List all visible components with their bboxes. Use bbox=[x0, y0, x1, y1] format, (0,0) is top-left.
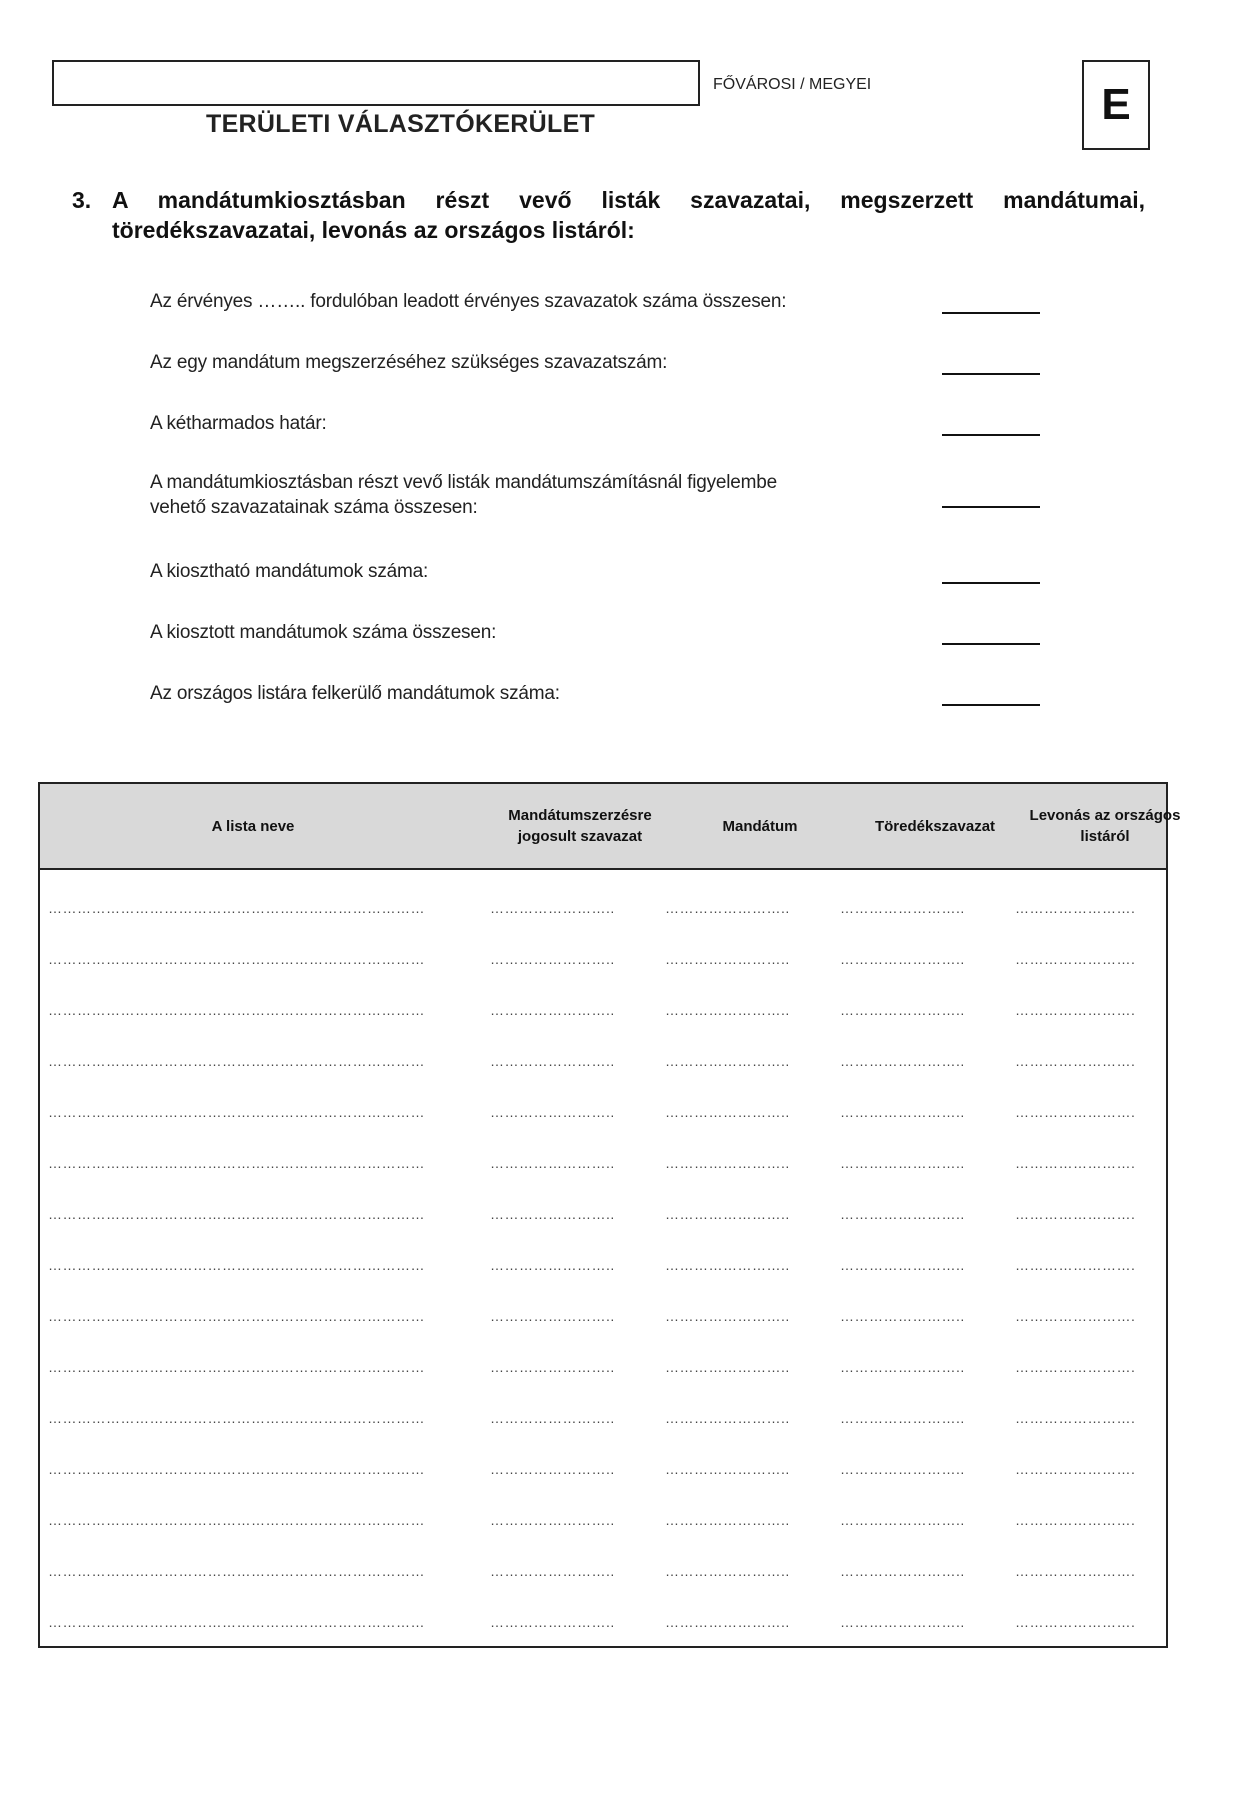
cell-national-deduction[interactable]: ……………………. bbox=[1015, 1155, 1136, 1171]
cell-mandate[interactable]: …………………….. bbox=[665, 1257, 790, 1273]
cell-mandate[interactable]: …………………….. bbox=[665, 1308, 790, 1324]
cell-list-name[interactable]: …………………………………………………………………… bbox=[48, 1053, 425, 1069]
cell-national-deduction[interactable]: ……………………. bbox=[1015, 1053, 1136, 1069]
cell-mandate[interactable]: …………………….. bbox=[665, 1563, 790, 1579]
field-blank-line[interactable] bbox=[942, 704, 1040, 706]
cell-fractional-votes[interactable]: …………………….. bbox=[840, 900, 965, 916]
cell-mandate[interactable]: …………………….. bbox=[665, 1002, 790, 1018]
cell-fractional-votes[interactable]: …………………….. bbox=[840, 1308, 965, 1324]
cell-eligible-votes[interactable]: …………………….. bbox=[490, 1512, 615, 1528]
cell-list-name[interactable]: …………………………………………………………………… bbox=[48, 1308, 425, 1324]
table-row bbox=[40, 1533, 1166, 1584]
cell-eligible-votes[interactable]: …………………….. bbox=[490, 1206, 615, 1222]
table-row bbox=[40, 1380, 1166, 1431]
field-label: A kiosztható mandátumok száma: bbox=[150, 561, 429, 582]
table-row bbox=[40, 870, 1166, 921]
section-title-line1: A mandátumkiosztásban részt vevő listák szavazatai, megszerzett mandátumai, bbox=[112, 187, 1145, 213]
cell-eligible-votes[interactable]: …………………….. bbox=[490, 1410, 615, 1426]
field-blank-line[interactable] bbox=[942, 582, 1040, 584]
field-label: Az egy mandátum megszerzéséhez szükséges szavazatszám: bbox=[150, 352, 668, 373]
cell-mandate[interactable]: …………………….. bbox=[665, 951, 790, 967]
cell-national-deduction[interactable]: ……………………. bbox=[1015, 1206, 1136, 1222]
district-title: TERÜLETI VÁLASZTÓKERÜLET bbox=[206, 110, 596, 138]
cell-fractional-votes[interactable]: …………………….. bbox=[840, 951, 965, 967]
cell-list-name[interactable]: …………………………………………………………………… bbox=[48, 1206, 425, 1222]
field-row bbox=[150, 559, 1050, 584]
cell-list-name[interactable]: …………………………………………………………………… bbox=[48, 900, 425, 916]
header-list-name: A lista neve bbox=[211, 817, 295, 835]
table-body bbox=[40, 870, 1166, 1635]
cell-eligible-votes[interactable]: …………………….. bbox=[490, 900, 615, 916]
section-heading bbox=[72, 185, 1145, 245]
cell-list-name[interactable]: …………………………………………………………………… bbox=[48, 1614, 425, 1630]
cell-mandate[interactable]: …………………….. bbox=[665, 1359, 790, 1375]
cell-mandate[interactable]: …………………….. bbox=[665, 1512, 790, 1528]
cell-eligible-votes[interactable]: …………………….. bbox=[490, 1614, 615, 1630]
cell-list-name[interactable]: …………………………………………………………………… bbox=[48, 1257, 425, 1273]
cell-list-name[interactable]: …………………………………………………………………… bbox=[48, 1563, 425, 1579]
region-label: FŐVÁROSI / MEGYEI bbox=[713, 76, 872, 93]
header-national-deduction: Levonás az országos listáról bbox=[1029, 807, 1181, 845]
table-row bbox=[40, 1125, 1166, 1176]
header-mandate: Mandátum bbox=[722, 817, 798, 835]
results-table bbox=[38, 782, 1181, 1648]
table-row bbox=[40, 1431, 1166, 1482]
cell-national-deduction[interactable]: ……………………. bbox=[1015, 1563, 1136, 1579]
section-title-line2: töredékszavazatai, levonás az országos listáról: bbox=[112, 217, 635, 243]
cell-fractional-votes[interactable]: …………………….. bbox=[840, 1257, 965, 1273]
cell-fractional-votes[interactable]: …………………….. bbox=[840, 1563, 965, 1579]
table-row bbox=[40, 1482, 1166, 1533]
cell-list-name[interactable]: …………………………………………………………………… bbox=[48, 951, 425, 967]
cell-mandate[interactable]: …………………….. bbox=[665, 1614, 790, 1630]
cell-mandate[interactable]: …………………….. bbox=[665, 1410, 790, 1426]
cell-eligible-votes[interactable]: …………………….. bbox=[490, 1053, 615, 1069]
cell-list-name[interactable]: …………………………………………………………………… bbox=[48, 1359, 425, 1375]
cell-list-name[interactable]: …………………………………………………………………… bbox=[48, 1410, 425, 1426]
section-number: 3. bbox=[72, 187, 92, 213]
cell-national-deduction[interactable]: ……………………. bbox=[1015, 1308, 1136, 1324]
header-eligible-votes: Mandátumszerzésre jogosult szavazat bbox=[508, 807, 652, 845]
field-label: Az érvényes …….. fordulóban leadott érvényes szavazatok száma összesen: bbox=[150, 291, 787, 312]
table-row bbox=[40, 1329, 1166, 1380]
cell-national-deduction[interactable]: ……………………. bbox=[1015, 1512, 1136, 1528]
cell-national-deduction[interactable]: ……………………. bbox=[1015, 951, 1136, 967]
field-blank-line[interactable] bbox=[942, 373, 1040, 375]
cell-eligible-votes[interactable]: …………………….. bbox=[490, 1104, 615, 1120]
field-label: Az országos listára felkerülő mandátumok száma: bbox=[150, 683, 560, 704]
cell-eligible-votes[interactable]: …………………….. bbox=[490, 1461, 615, 1477]
cell-fractional-votes[interactable]: …………………….. bbox=[840, 1104, 965, 1120]
cell-mandate[interactable]: …………………….. bbox=[665, 1206, 790, 1222]
cell-national-deduction[interactable]: ……………………. bbox=[1015, 1614, 1136, 1630]
cell-eligible-votes[interactable]: …………………….. bbox=[490, 1563, 615, 1579]
cell-national-deduction[interactable]: ……………………. bbox=[1015, 1461, 1136, 1477]
table-row bbox=[40, 1176, 1166, 1227]
cell-list-name[interactable]: …………………………………………………………………… bbox=[48, 1002, 425, 1018]
field-row bbox=[150, 289, 1050, 314]
cell-national-deduction[interactable]: ……………………. bbox=[1015, 900, 1136, 916]
cell-list-name[interactable]: …………………………………………………………………… bbox=[48, 1461, 425, 1477]
cell-national-deduction[interactable]: ……………………. bbox=[1015, 1359, 1136, 1375]
table-row bbox=[40, 921, 1166, 972]
field-blank-line[interactable] bbox=[942, 506, 1040, 508]
cell-fractional-votes[interactable]: …………………….. bbox=[840, 1461, 965, 1477]
table-header bbox=[40, 784, 1181, 870]
cell-fractional-votes[interactable]: …………………….. bbox=[840, 1512, 965, 1528]
cell-national-deduction[interactable]: ……………………. bbox=[1015, 1104, 1136, 1120]
cell-fractional-votes[interactable]: …………………….. bbox=[840, 1002, 965, 1018]
table-row bbox=[40, 1074, 1166, 1125]
field-blank-line[interactable] bbox=[942, 312, 1040, 314]
field-label: A kétharmados határ: bbox=[150, 413, 327, 434]
cell-national-deduction[interactable]: ……………………. bbox=[1015, 1257, 1136, 1273]
field-row bbox=[150, 350, 1050, 375]
cell-eligible-votes[interactable]: …………………….. bbox=[490, 1257, 615, 1273]
field-blank-line[interactable] bbox=[942, 643, 1040, 645]
cell-mandate[interactable]: …………………….. bbox=[665, 900, 790, 916]
cell-fractional-votes[interactable]: …………………….. bbox=[840, 1614, 965, 1630]
cell-list-name[interactable]: …………………………………………………………………… bbox=[48, 1512, 425, 1528]
cell-fractional-votes[interactable]: …………………….. bbox=[840, 1410, 965, 1426]
cell-national-deduction[interactable]: ……………………. bbox=[1015, 1002, 1136, 1018]
table-row bbox=[40, 1227, 1166, 1278]
cell-mandate[interactable]: …………………….. bbox=[665, 1461, 790, 1477]
field-row bbox=[150, 620, 1050, 645]
cell-eligible-votes[interactable]: …………………….. bbox=[490, 1359, 615, 1375]
cell-national-deduction[interactable]: ……………………. bbox=[1015, 1410, 1136, 1426]
cell-fractional-votes[interactable]: …………………….. bbox=[840, 1155, 965, 1171]
cell-eligible-votes[interactable]: …………………….. bbox=[490, 1155, 615, 1171]
cell-fractional-votes[interactable]: …………………….. bbox=[840, 1053, 965, 1069]
cell-eligible-votes[interactable]: …………………….. bbox=[490, 951, 615, 967]
cell-list-name[interactable]: …………………………………………………………………… bbox=[48, 1104, 425, 1120]
cell-mandate[interactable]: …………………….. bbox=[665, 1053, 790, 1069]
table-row bbox=[40, 1584, 1166, 1635]
cell-eligible-votes[interactable]: …………………….. bbox=[490, 1002, 615, 1018]
cell-list-name[interactable]: …………………………………………………………………… bbox=[48, 1155, 425, 1171]
cell-mandate[interactable]: …………………….. bbox=[665, 1155, 790, 1171]
field-label: A kiosztott mandátumok száma összesen: bbox=[150, 622, 497, 643]
cell-fractional-votes[interactable]: …………………….. bbox=[840, 1206, 965, 1222]
table-row bbox=[40, 1023, 1166, 1074]
header-fractional-votes: Töredékszavazat bbox=[874, 817, 996, 835]
field-row bbox=[150, 411, 1050, 436]
form-letter-box: E bbox=[1082, 60, 1150, 150]
field-row bbox=[150, 470, 1050, 520]
cell-mandate[interactable]: …………………….. bbox=[665, 1104, 790, 1120]
cell-eligible-votes[interactable]: …………………….. bbox=[490, 1308, 615, 1324]
district-name-input-box[interactable] bbox=[52, 60, 700, 106]
field-blank-line[interactable] bbox=[942, 434, 1040, 436]
table-row bbox=[40, 972, 1166, 1023]
field-label: A mandátumkiosztásban részt vevő listák mandátumszámításnál figyelembe vehető szavazatainak száma összesen: bbox=[150, 472, 778, 518]
field-row bbox=[150, 681, 1050, 706]
table-row bbox=[40, 1278, 1166, 1329]
cell-fractional-votes[interactable]: …………………….. bbox=[840, 1359, 965, 1375]
